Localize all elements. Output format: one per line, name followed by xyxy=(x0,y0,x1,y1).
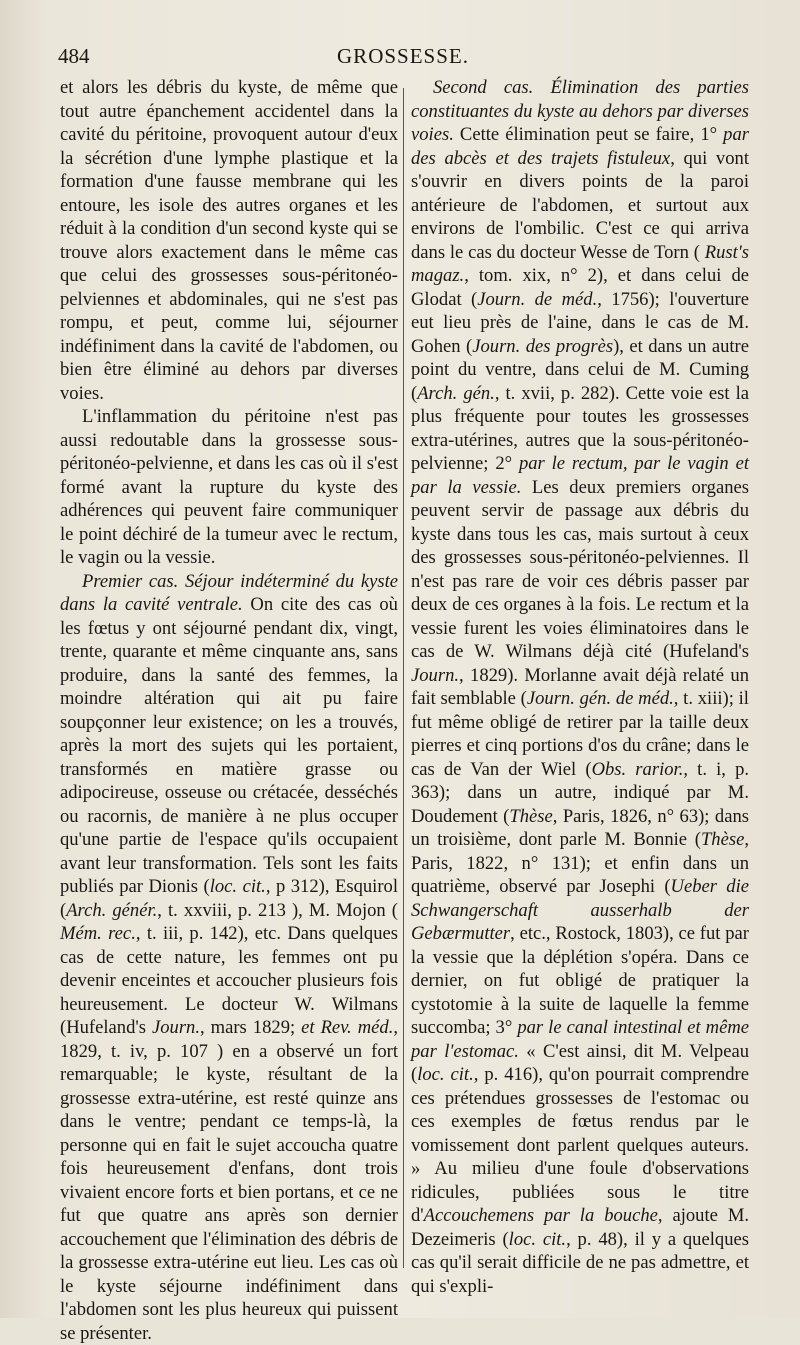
page-header xyxy=(58,44,748,74)
paragraph: Second cas. Élimination des parties constituantes du kyste au dehors par diverses voies. Cette élimination peut se faire, 1° par des abcès et des trajets fistuleux, qui vont s'ouvrir en divers points de la paroi antérieure de l'abdomen, et surtout aux environs de l'ombilic. C'est ce qui arriva dans le cas du docteur Wesse de Torn ( Rust's magaz., tom. xix, n° 2), et dans celui de Glodat (Journ. de méd., 1756); l'ouverture eut lieu près de l'aine, dans le cas de M. Gohen (Journ. des progrès), et dans un autre point du ventre, dans celui de M. Cuming (Arch. gén., t. xvii, p. 282). Cette voie est la plus fréquente pour toutes les grossesses extra-utérines, autres que la sous-péritonéo-pelvienne; 2° par le rectum, par le vagin et par la vessie. Les deux premiers organes peuvent servir de passage aux débris du kyste dans tous les cas, mais surtout à ceux des grossesses sous-péritonéo-pelviennes. Il n'est pas rare de voir ces débris passer par deux de ces organes à la fois. Le rectum et la vessie furent les voies éliminatoires dans le cas de W. Wilmans déjà cité (Hufeland's Journ., 1829). Morlanne avait déjà relaté un fait semblable (Journ. gén. de méd., t. xiii); il fut même obligé de retirer par la taille deux pierres et cinq portions d'os du crâne; dans le cas de Van der Wiel (Obs. rarior., t. i, p. 363); dans un autre, indiqué par M. Doudement (Thèse, Paris, 1826, n° 63); dans un troisième, dont parle M. Bonnie (Thèse, Paris, 1822, n° 131); et enfin dans un quatrième, observé par Josephi (Ueber die Schwangerschaft ausserhalb der Gebærmutter, etc., Rostock, 1803), ce fut par la vessie que la déplétion s'opéra. Dans ce dernier, on fut obligé de pratiquer la cystotomie à la suite de laquelle la femme succomba; 3° par le canal intestinal et même par l'estomac. « C'est ainsi, dit M. Velpeau (loc. cit., p. 416), qu'on pourrait comprendre ces prétendues grossesses de l'estomac ou ces exemples de fœtus rendus par le vomissement dont parlent quelques auteurs. » Au milieu d'une foule d'observations ridicules, publiées sous le titre d'Accouchemens par la bouche, ajoute M. Dezeimeris (loc. cit., p. 48), il y a quelques cas qu'il serait difficile de ne pas admettre, et qui s'expli- xyxy=(411,76,749,1298)
section-heading: Second cas. Élimination des parties constituantes du kyste au dehors par diverses voies. xyxy=(411,77,749,145)
left-column xyxy=(60,76,398,1345)
running-head: GROSSESSE. xyxy=(58,44,748,69)
right-column xyxy=(411,76,749,1298)
paragraph: Premier cas. Séjour indéterminé du kyste dans la cavité ventrale. On cite des cas où les fœtus y ont séjourné pendant dix, vingt, trente, quarante et même cinquante ans, sans produire, dans la santé des femmes, la moindre altération qui ait pu faire soupçonner leur existence; on les a trouvés, après la mort des sujets qui les portaient, transformés en matière grasse ou adipocireuse, osseuse ou crétacée, desséchés ou racornis, de manière à ne plus occuper qu'une partie de l'espace qu'ils occupaient avant leur transformation. Tels sont les faits publiés par Dionis (loc. cit., p 312), Esquirol (Arch. génér., t. xxviii, p. 213 ), M. Mojon ( Mém. rec., t. iii, p. 142), etc. Dans quelques cas de cette nature, les femmes ont pu devenir enceintes et accoucher plusieurs fois heureusement. Le docteur W. Wilmans (Hufeland's Journ., mars 1829; et Rev. méd., 1829, t. iv, p. 107 ) en a observé un fort remarquable; le kyste, résultant de la grossesse extra-utérine, est resté quinze ans dans le ventre; pendant ce temps-là, la personne qui en fait le sujet accoucha quatre fois heureusement d'enfans, dont trois vivaient encore forts et bien portans, et ce ne fut que quatre ans après son dernier accouchement que l'élimination des débris de la grossesse extra-utérine eut lieu. Les cas où le kyste séjourne indéfiniment dans l'abdomen sont les plus heureux qui puissent se présenter. xyxy=(60,570,398,1345)
section-heading: Premier cas. Séjour indéterminé du kyste dans la cavité ventrale. xyxy=(60,571,398,616)
paragraph: et alors les débris du kyste, de même que tout autre épanchement accidentel dans la cavité du péritoine, provoquent autour d'eux la sécrétion d'une lymphe plastique et la formation d'une fausse membrane qui les entoure, les isole des autres organes et les réduit à la condition d'un second kyste qui se trouve alors exactement dans le même cas que celui des grossesses sous-péritonéo-pelviennes et abdominales, qui ne s'est pas rompu, et peut, comme lui, séjourner indéfiniment dans la cavité de l'abdomen, ou bien être éliminé au dehors par diverses voies. xyxy=(60,76,398,405)
paragraph: L'inflammation du péritoine n'est pas aussi redoutable dans la grossesse sous-péritonéo-pelvienne, et dans les cas où il s'est formé avant la rupture du kyste des adhérences qui peuvent faire communiquer le point déchiré de la tumeur avec le rectum, le vagin ou la vessie. xyxy=(60,405,398,570)
column-divider xyxy=(403,88,404,1268)
page-number: 484 xyxy=(58,44,90,69)
